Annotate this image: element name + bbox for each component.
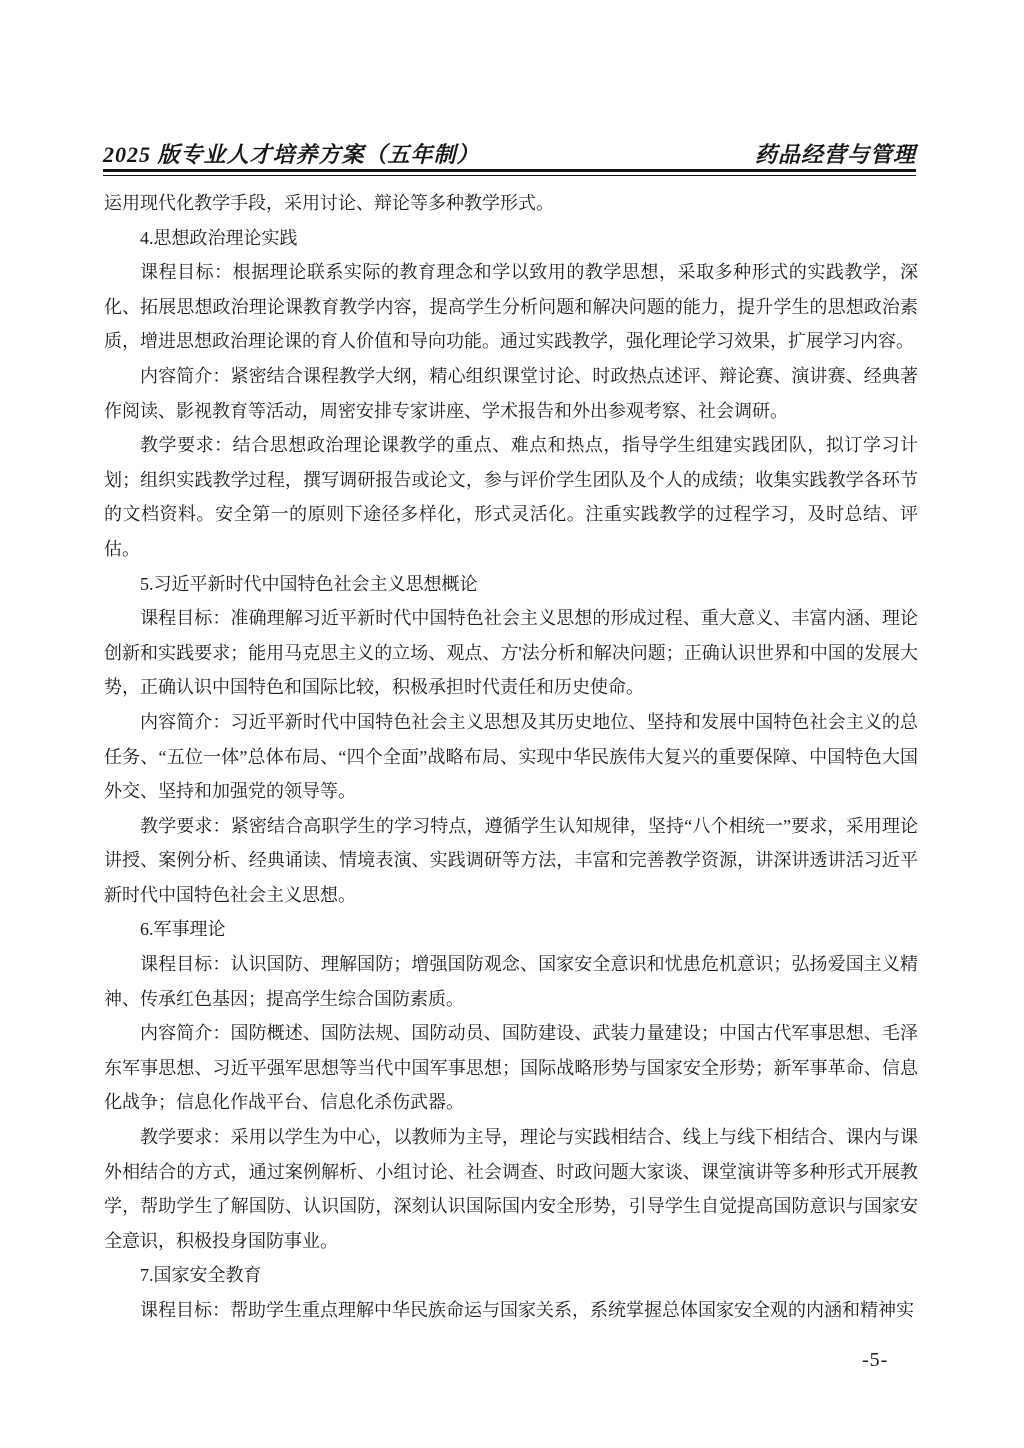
paragraph-teaching-requirement: 教学要求：采用以学生为中心，以教师为主导，理论与实践相结合、线上与线下相结合、课内与课外相结合的方式，通过案例解析、小组讨论、社会调查、时政问题大家谈、课堂演讲等多种形式开展教学，帮助学生了解国防、认识国防，深刻认识国际国内安全形势，引导学生自觉提高国防意识与国家安全意识，积极投身国防事业。 [104,1127,918,1251]
header-left-title: 2025 版专业人才培养方案（五年制） [103,142,480,167]
paragraph-course-goal: 课程目标：帮助学生重点理解中华民族命运与国家关系，系统掌握总体国家安全观的内涵和精神实 [140,1300,914,1320]
section-heading-6: 6.军事理论 [140,919,226,940]
paragraph-content-intro: 内容简介：国防概述、国防法规、国防动员、国防建设、武装力量建设；中国古代军事思想、毛泽东军事思想、习近平强军思想等当代中国军事思想；国际战略形势与国家安全形势；新军事革命、信息化战争；信息化作战平台、信息化杀伤武器。 [104,1023,918,1113]
paragraph-continuation: 运用现代化教学手段，采用讨论、辩论等多种教学形式。 [104,193,554,213]
document-body [104,186,918,1328]
header-right-title: 药品经营与管理 [754,142,916,167]
page-header [103,138,916,169]
paragraph-content-intro: 内容简介：习近平新时代中国特色社会主义思想及其历史地位、坚持和发展中国特色社会主义的总任务、“五位一体”总体布局、“四个全面”战略布局、实现中华民族伟大复兴的重要保障、中国特色大国外交、坚持和加强党的领导等。 [104,711,918,802]
header-double-rule [103,169,916,176]
section-heading-7: 7.国家安全教育 [140,1265,262,1286]
page-number: -5- [862,1349,889,1371]
paragraph-teaching-requirement: 教学要求：结合思想政治理论课教学的重点、难点和热点，指导学生组建实践团队，拟订学习计划；组织实践教学过程，撰写调研报告或论文，参与评价学生团队及个人的成绩；收集实践教学各环节的文档资料。安全第一的原则下途径多样化，形式灵活化。注重实践教学的过程学习，及时总结、评估。 [104,435,918,559]
paragraph-teaching-requirement: 教学要求：紧密结合高职学生的学习特点，遵循学生认知规律，坚持“八个相统一”要求，采用理论讲授、案例分析、经典诵读、情境表演、实践调研等方法，丰富和完善教学资源，讲深讲透讲活习近平新时代中国特色社会主义思想。 [104,815,918,905]
paragraph-course-goal: 课程目标：认识国防、理解国防；增强国防观念、国家安全意识和忧患危机意识；弘扬爱国主义精神、传承红色基因；提高学生综合国防素质。 [104,954,918,1009]
section-heading-4: 4.思想政治理论实践 [140,227,298,248]
paragraph-course-goal: 课程目标：根据理论联系实际的教育理念和学以致用的教学思想，采取多种形式的实践教学，深化、拓展思想政治理论课教育教学内容，提高学生分析问题和解决问题的能力，提升学生的思想政治素质，增进思想政治理论课的育人价值和导向功能。通过实践教学，强化理论学习效果，扩展学习内容。 [104,262,918,352]
paragraph-course-goal: 课程目标：准确理解习近平新时代中国特色社会主义思想的形成过程、重大意义、丰富内涵、理论创新和实践要求；能用马克思主义的立场、观点、方'法分析和解决问题；正确认识世界和中国的发展大势，正确认识中国特色和国际比较，积极承担时代责任和历史使命。 [104,608,918,698]
paragraph-content-intro: 内容简介：紧密结合课程教学大纲，精心组织课堂讨论、时政热点述评、辩论赛、演讲赛、经典著作阅读、影视教育等活动，周密安排专家讲座、学术报告和外出参观考察、社会调研。 [104,365,918,421]
section-heading-5: 5.习近平新时代中国特色社会主义思想概论 [140,573,478,594]
